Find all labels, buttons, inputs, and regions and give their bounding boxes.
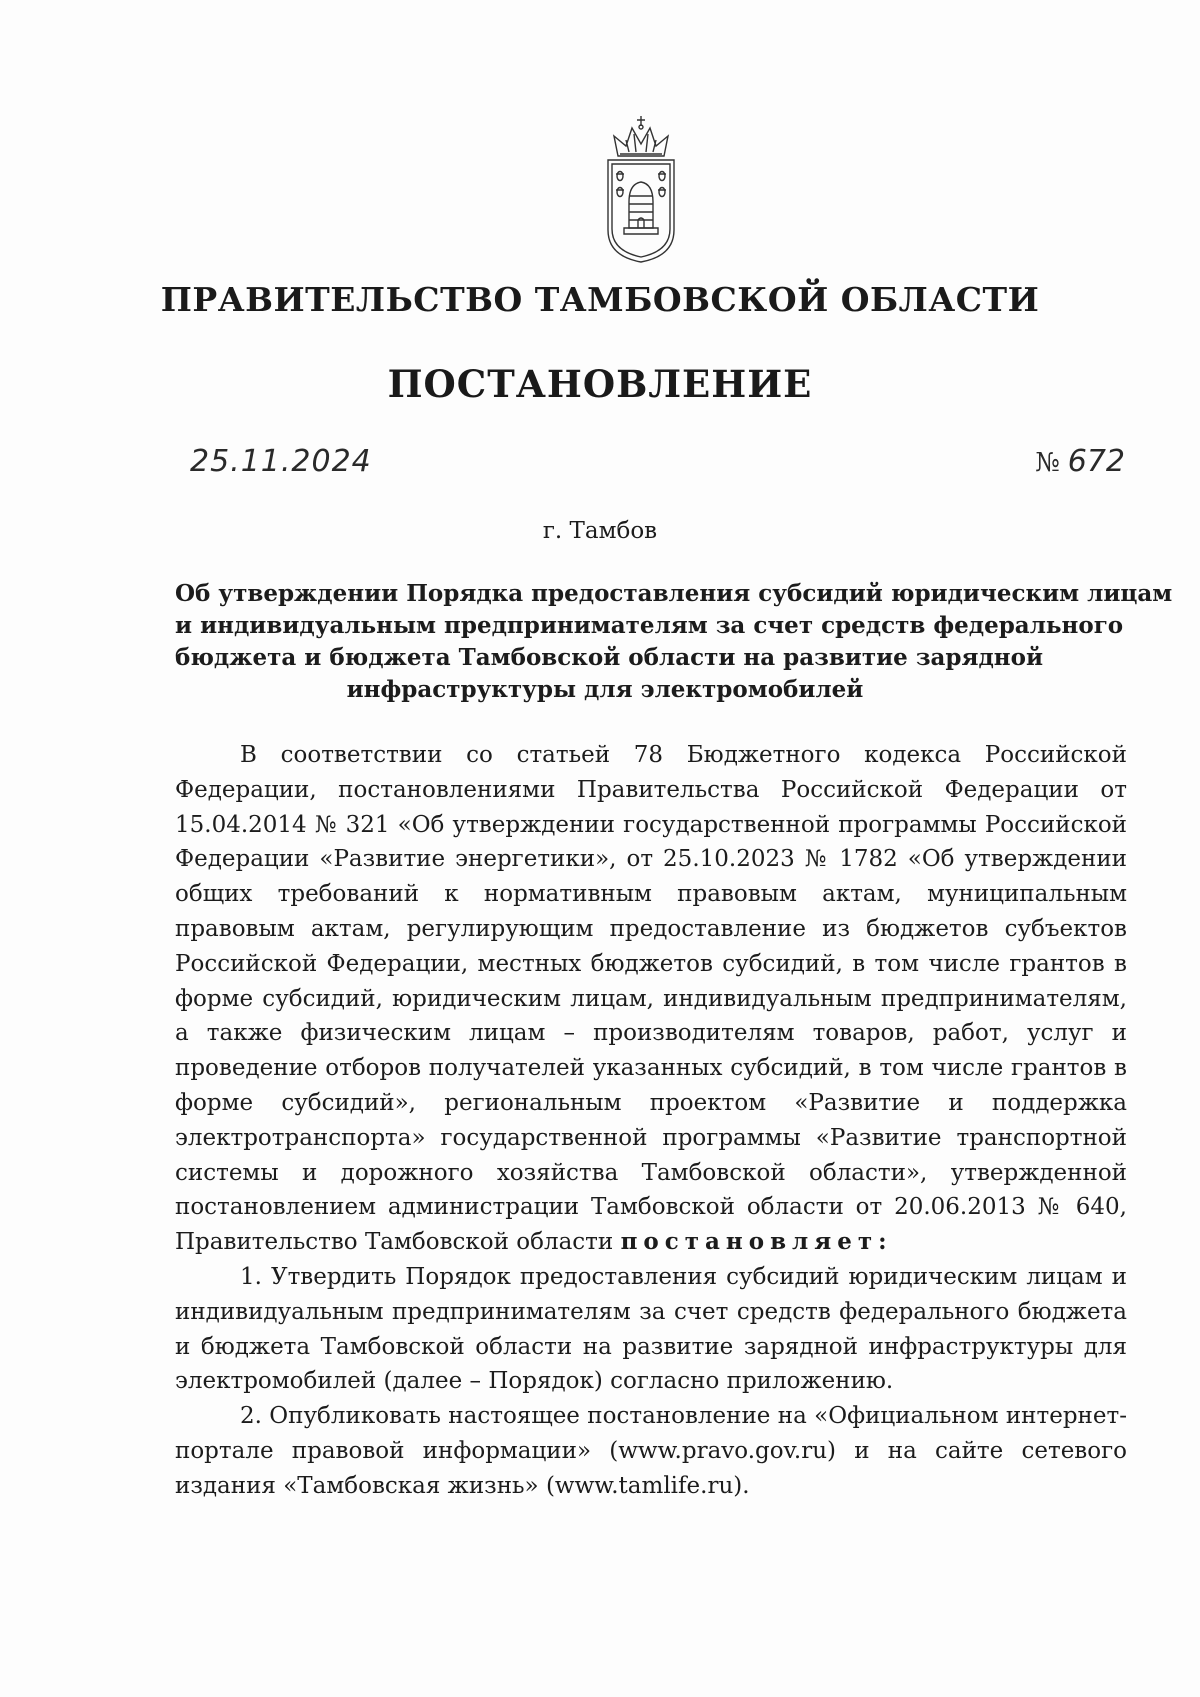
document-number: [1035, 444, 1125, 479]
item-2-paragraph: 2. Опубликовать настоящее постановление на «Официальном интернет-портале правовой информации» (www.pravo.gov.ru) и на сайте сетевого издания «Тамбовская жизнь» (www.tamlife.ru).: [175, 1403, 1127, 1499]
number-value: 672: [1067, 444, 1125, 479]
heading-line: бюджета и бюджета Тамбовской области на развитие зарядной: [175, 644, 1044, 671]
document-body: [175, 738, 1127, 1504]
number-label: №: [1035, 448, 1060, 478]
heading-line: Об утверждении Порядка предоставления субсидий юридическим лицам: [175, 580, 1173, 607]
tambov-coat-of-arms-icon: [596, 110, 686, 270]
preamble-text: В соответствии со статьей 78 Бюджетного кодекса Российской Федерации, постановлениями Правительства Российской Федерации от 15.04.2014 № 321 «Об утверждении государственной программы Российской Федерации «Развитие энергетики», от 25.10.2023 № 1782 «Об утверждении общих требований к нормативным правовым актам, муниципальным правовым актам, регулирующим предоставление из бюджетов субъектов Российской Федерации, местных бюджетов субсидий, в том числе грантов в форме субсидий, юридическим лицам, индивидуальным предпринимателям, а также физическим лицам – производителям товаров, работ, услуг и проведение отборов получателей указанных субсидий, в том числе грантов в форме субсидий», региональным проектом «Развитие и поддержка электротранспорта» государственной программы «Развитие транспортной системы и дорожного хозяйства Тамбовской области», утвержденной постановлением администрации Тамбовской области от 20.06.2013 № 640, Правительство Тамбовской области: [175, 742, 1127, 1256]
document-date: 25.11.2024: [190, 444, 372, 479]
document-type-title: ПОСТАНОВЛЕНИЕ: [387, 362, 813, 406]
organization-title: ПРАВИТЕЛЬСТВО ТАМБОВСКОЙ ОБЛАСТИ: [160, 280, 1040, 319]
heading-line: и индивидуальным предпринимателям за счет средств федерального: [175, 612, 1124, 639]
city-name: г. Тамбов: [542, 518, 658, 544]
document-heading: [175, 578, 1173, 706]
heading-line: инфраструктуры для электромобилей: [346, 676, 864, 703]
preamble-paragraph: [175, 738, 1127, 1260]
resolves-keyword: постановляет:: [620, 1228, 893, 1256]
item-1-paragraph: 1. Утвердить Порядок предоставления субсидий юридическим лицам и индивидуальным предпринимателям за счет средств федерального бюджета и бюджета Тамбовской области на развитие зарядной инфраструктуры для электромобилей (далее – Порядок) согласно приложению.: [175, 1263, 1127, 1395]
